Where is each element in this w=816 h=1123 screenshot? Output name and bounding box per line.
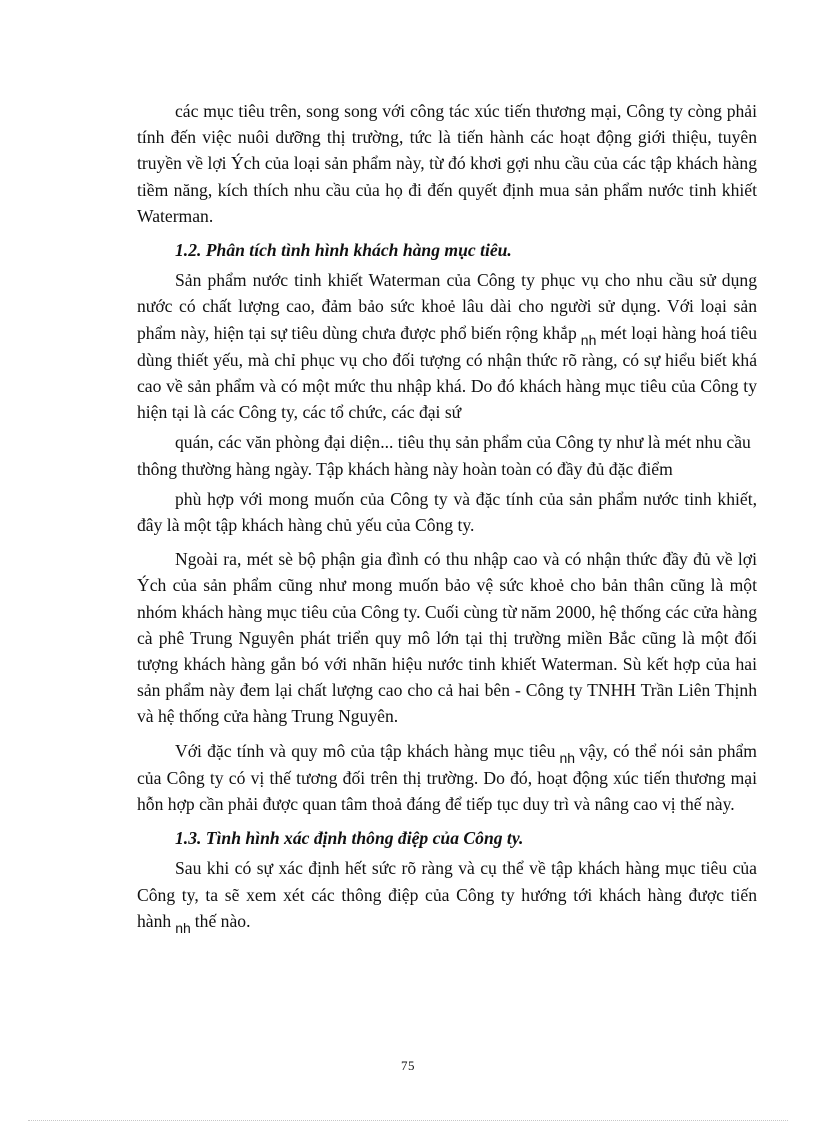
- paragraph-text: Sau khi có sự xác định hết sức rõ ràng và cụ thể về tập khách hàng mục tiêu của Công ty, ta sẽ xem xét các thông điệp của Công ty hướng tới khách hàng được tiến hành: [137, 858, 757, 931]
- paragraph-other-segments: Ngoài ra, mét sè bộ phận gia đình có thu nhập cao và có nhận thức đầy đủ về lợi Ých của sản phẩm cũng như mong muốn bảo vệ sức khoẻ cho bản thân cũng là một nhóm khách hàng mục tiêu của Công ty. Cuối cùng từ năm 2000, hệ thống các cửa hàng cà phê Trung Nguyên phát triển quy mô lớn tại thị trường miền Bắc cũng là một đối tượng khách hàng gắn bó với nhãn hiệu nước tinh khiết Waterman. Sù kết hợp của hai sản phẩm này đem lại chất lượng cao cho cả hai bên - Công ty TNHH Trần Liên Thịnh và hệ thống cửa hàng Trung Nguyên.: [137, 549, 757, 727]
- fragment-nh: nh: [559, 749, 576, 766]
- paragraph-text: Với đặc tính và quy mô của tập khách hàng mục tiêu: [175, 740, 556, 761]
- paragraph-market-position: [137, 738, 757, 818]
- page-body: [137, 98, 757, 943]
- paragraph-main-customers: phù hợp với mong muốn của Công ty và đặc tính của sản phẩm nước tinh khiết, đây là một tập khách hàng chủ yếu của Công ty.: [137, 488, 757, 536]
- paragraph-text: vậy, có thể nói sản phẩm của Công ty có vị thế tương đối trên thị trường. Do đó, hoạt động xúc tiến thương mại hỗn hợp cần phải được quan tâm thoả đáng để tiếp tục duy trì và nâng cao vị thế này.: [137, 740, 757, 815]
- paragraph-text: Sản phẩm nước tinh khiết Waterman của Công ty phục vụ cho nhu cầu sử dụng nước có chất lượng cao, đảm bảo sức khoẻ lâu dài cho người sử dụng. Với loại sản phẩm này, hiện tại sự tiêu dùng chưa được phổ biến rộng khắp: [137, 270, 757, 343]
- paragraph-messages: [137, 855, 757, 935]
- fragment-nh: nh: [175, 919, 191, 936]
- paragraph-customer-needs: quán, các văn phòng đại diện... tiêu thụ sản phẩm của Công ty như là mét nhu cầu thông thường hàng ngày. Tập khách hàng này hoàn toàn có đầy đủ đặc điểm: [137, 432, 751, 479]
- section-heading-1-3: 1.3. Tình hình xác định thông điệp của Công ty.: [175, 828, 524, 849]
- paragraph-customer-analysis: [137, 267, 757, 425]
- paragraph-text: thế nào.: [194, 910, 251, 931]
- paragraph-text: mét loại hàng hoá tiêu dùng thiết yếu, mà chỉ phục vụ cho đối tượng có nhận thức rõ ràng, có sự hiểu biết khá cao về sản phẩm và có một mức thu nhập khá. Do đó khách hàng mục tiêu của Công ty hiện tại là các Công ty, các tổ chức, các đại sứ: [137, 322, 757, 423]
- footer-divider: [28, 1120, 788, 1121]
- section-heading-1-2: 1.2. Phân tích tình hình khách hàng mục tiêu.: [175, 240, 512, 261]
- fragment-nh: nh: [580, 331, 597, 348]
- page-number: 75: [401, 1058, 415, 1073]
- paragraph-intro: các mục tiêu trên, song song với công tác xúc tiến thương mại, Công ty còng phải tính đến việc nuôi dưỡng thị trường, tức là tiến hành các hoạt động giới thiệu, tuyên truyền về lợi Ých của loại sản phẩm này, từ đó khơi gợi nhu cầu của các tập khách hàng tiềm năng, kích thích nhu cầu của họ đi đến quyết định mua sản phẩm nước tinh khiết Waterman.: [137, 101, 757, 226]
